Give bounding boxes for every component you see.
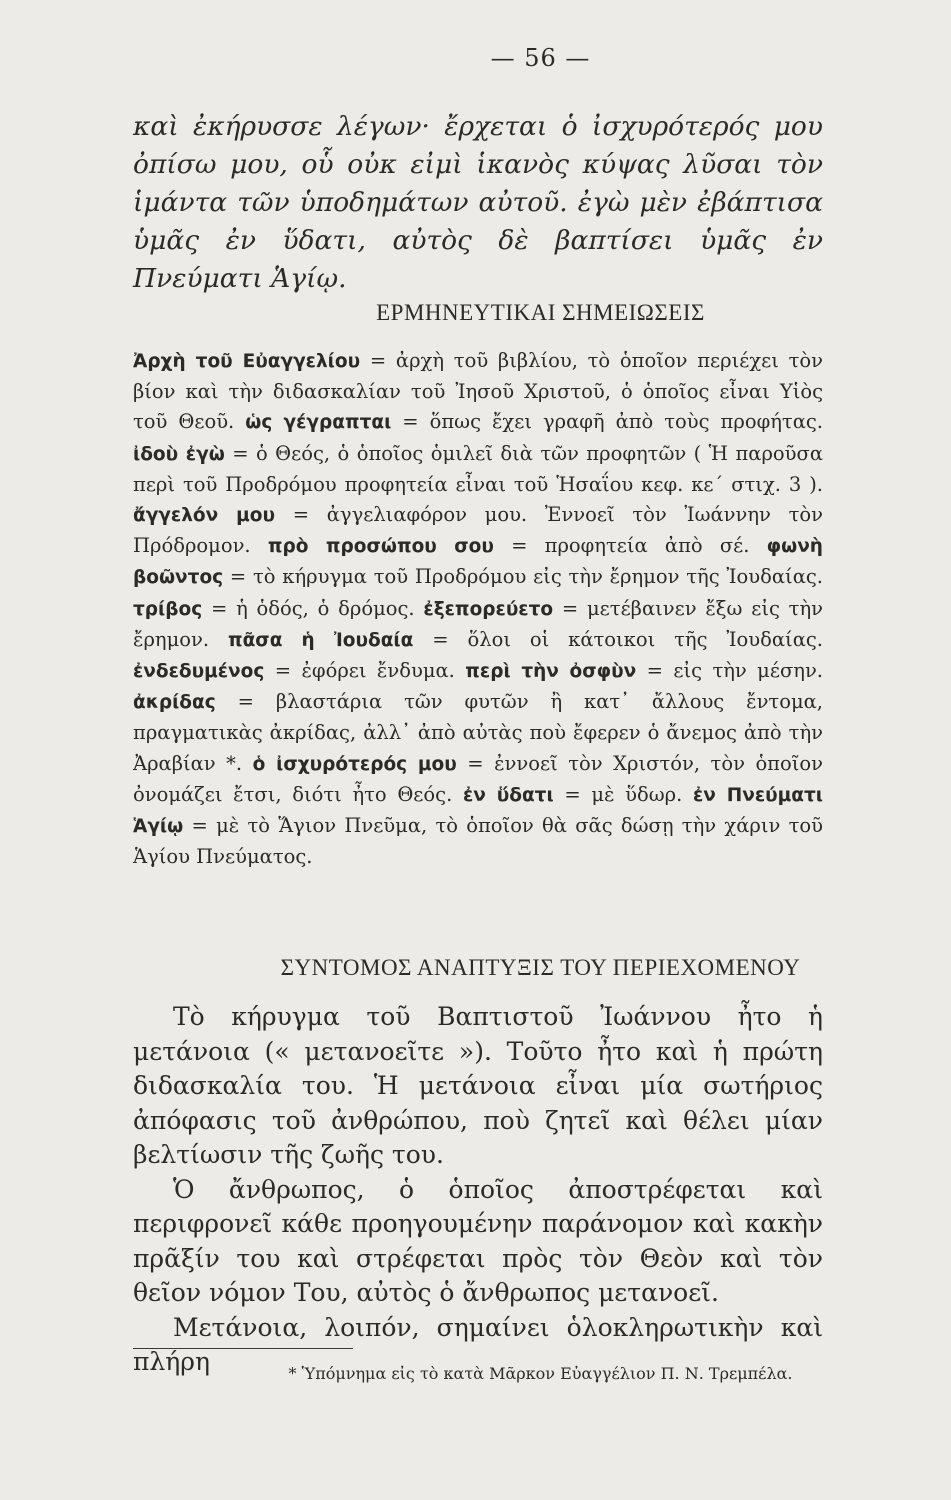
footnote: * Ὑπόμνημα εἰς τὸ κατὰ Μᾶρκον Εὐαγγέλιον Π. Ν. Τρεμπέλα. <box>288 1364 793 1383</box>
note-term: φωνὴ βοῶντος <box>133 536 823 589</box>
note-text: = μετέβαινεν ἔξω εἰς τὴν ἔρημον. <box>133 596 823 651</box>
note-term: ἰδοὺ ἐγὼ <box>133 443 225 465</box>
page-number: — 56 — <box>490 44 591 72</box>
note-text: = ἀγγελιαφόρον μου. Ἐννοεῖ τὸν Ἰωάννην τὸν Πρόδρομον. <box>133 503 823 558</box>
note-term: περὶ τὴν ὀσφὺν <box>465 661 637 683</box>
note-text: = ὅπως ἔχει γραφῆ ἀπὸ τοὺς προφήτας. <box>391 410 823 434</box>
note-term: τρίβος <box>133 598 203 620</box>
scripture-passage: καὶ ἐκήρυσσε λέγων· ἔρχεται ὁ ἰσχυρότερός μου ὀπίσω μου, οὗ οὐκ εἰμὶ ἱκανὸς κύψας λῦσαι τὸν ἱμάντα τῶν ὑποδημάτων αὐτοῦ. ἐγὼ μὲν ἐβάπτισα ὑμᾶς ἐν ὕδατι, αὐτὸς δὲ βαπτίσει ὑμᾶς ἐν Πνεύματι Ἁγίῳ. <box>133 111 823 294</box>
note-text: = μὲ ὕδωρ. <box>553 782 693 806</box>
notes-heading: ΕΡΜΗΝΕΥΤΙΚΑΙ ΣΗΜΕΙΩΣΕΙΣ <box>376 300 705 325</box>
note-term: ἐν ὕδατι <box>462 784 554 806</box>
note-text: = ἐννοεῖ τὸν Χριστόν, τὸν ὁποῖον ὀνομάζει ἔτσι, διότι ἦτο Θεός. <box>133 751 823 806</box>
note-term: πᾶσα ἡ Ἰουδαία <box>227 629 414 651</box>
note-term: ἐνδεδυμένος <box>133 661 265 683</box>
note-term: ἐν Πνεύματι Ἁγίῳ <box>133 784 823 838</box>
note-term: ὡς γέγραπται <box>245 412 392 434</box>
summary-paragraph: Μετάνοια, λοιπόν, σημαίνει ὁλοκληρωτικὴν καὶ πλήρη <box>133 1312 823 1376</box>
summary-paragraph: Ὁ ἄνθρωπος, ὁ ὁποῖος ἀποστρέφεται καὶ περιφρονεῖ κάθε προηγουμένην παράνομον καὶ κακὴν πρᾶξίν του καὶ στρέφεται πρὸς τὸν Θεὸν καὶ τὸν θεῖον νόμον Του, αὐτὸς ὁ ἄνθρωπος μετανοεῖ. <box>133 1174 823 1307</box>
note-text: = ἡ ὁδός, ὁ δρόμος. <box>202 596 424 620</box>
note-text: = εἰς τὴν μέσην. <box>636 659 824 683</box>
note-term: ὁ ἰσχυρότερός μου <box>252 753 457 775</box>
note-text: = ὁ Θεός, ὁ ὁποῖος ὁμιλεῖ διὰ τῶν προφητῶν ( Ἡ παροῦσα περὶ τοῦ Προδρόμου προφητεία εἶναι τοῦ Ἡσαΐου κεφ. κε´ στιχ. 3 ). <box>133 441 823 496</box>
note-term: ἄγγελόν μου <box>133 505 275 527</box>
footnote-divider <box>133 1348 353 1349</box>
note-text: = βλαστάρια τῶν φυτῶν ἢ κατ᾽ ἄλλους ἔντομα, πραγματικὰς ἀκρίδας, ἀλλ᾽ ἀπὸ αὐτὰς ποὺ ἔφερεν ὁ ἄνεμος ἀπὸ τὴν Ἀραβίαν *. <box>133 690 823 775</box>
note-term: πρὸ προσώπου σου <box>267 536 494 558</box>
note-text: = προφητεία ἀπὸ σέ. <box>493 534 767 558</box>
note-text: = τὸ κήρυγμα τοῦ Προδρόμου εἰς τὴν ἔρημον τῆς Ἰουδαίας. <box>223 565 823 589</box>
note-text: = ἐφόρει ἔνδυμα. <box>264 659 466 683</box>
note-text: = ἀρχὴ τοῦ βιβλίου, τὸ ὁποῖον περιέχει τὸν βίον καὶ τὴν διδασκαλίαν τοῦ Ἰησοῦ Χριστοῦ, ὁ ὁποῖος εἶναι Υἱὸς τοῦ Θεοῦ. <box>133 349 824 434</box>
note-term: Ἀρχὴ τοῦ Εὐαγγελίου <box>133 351 361 372</box>
summary-section <box>133 1000 823 1380</box>
summary-heading: ΣΥΝΤΟΜΟΣ ΑΝΑΠΤΥΞΙΣ ΤΟΥ ΠΕΡΙΕΧΟΜΕΝΟΥ <box>280 955 801 980</box>
note-text: = ὅλοι οἱ κάτοικοι τῆς Ἰουδαίας. <box>413 627 823 651</box>
summary-paragraph: Τὸ κήρυγμα τοῦ Βαπτιστοῦ Ἰωάννου ἦτο ἡ μετάνοια (« μετανοεῖτε »). Τοῦτο ἦτο καὶ ἡ πρώτη διδασκαλία του. Ἡ μετάνοια εἶναι μία σωτήριος ἀπόφασις τοῦ ἀνθρώπου, ποὺ ζητεῖ καὶ θέλει μίαν βελτίωσιν τῆς ζωῆς του. <box>133 1002 823 1169</box>
interpretive-notes <box>133 346 823 872</box>
note-term: ἀκρίδας <box>133 692 216 714</box>
note-text: = μὲ τὸ Ἅγιον Πνεῦμα, τὸ ὁποῖον θὰ σᾶς δώσῃ τὴν χάριν τοῦ Ἁγίου Πνεύματος. <box>133 814 823 869</box>
note-term: ἐξεπορεύετο <box>423 598 554 620</box>
